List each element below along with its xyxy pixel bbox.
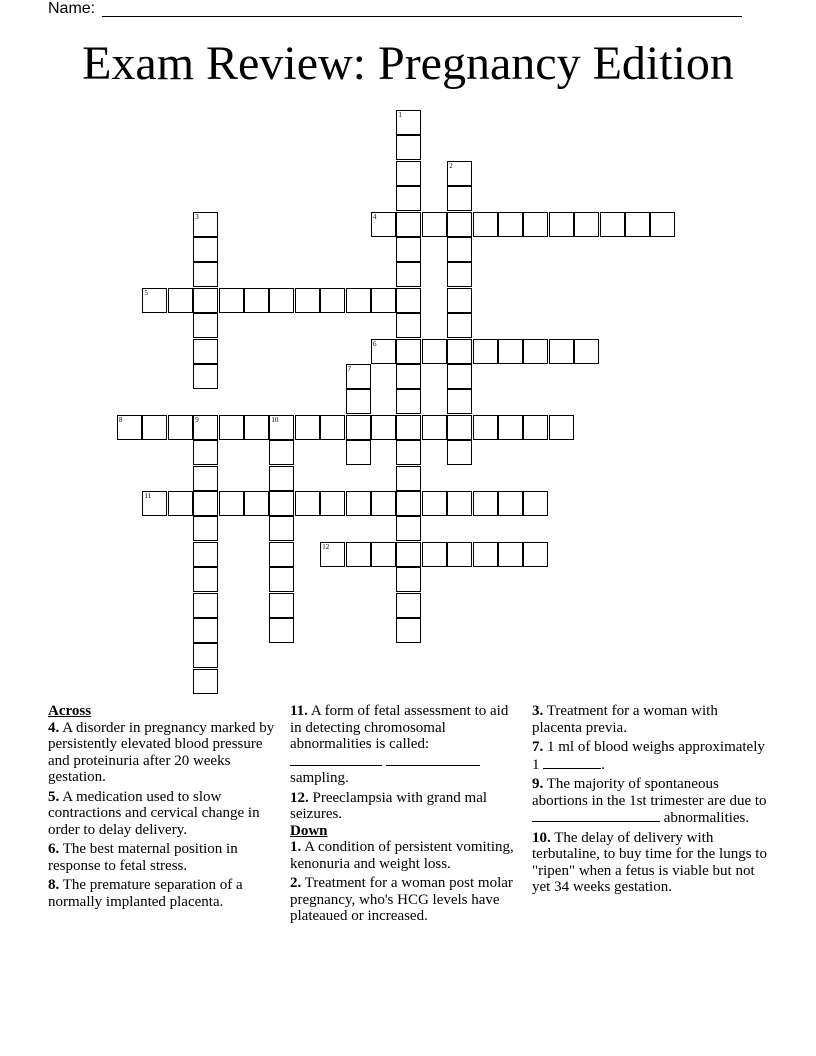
crossword-cell[interactable] xyxy=(269,415,294,440)
clue-text: The premature separation of a normally implanted placenta. xyxy=(48,877,243,910)
crossword-cell[interactable] xyxy=(320,491,345,516)
crossword-cell[interactable] xyxy=(447,186,472,211)
clue-number-label: 8 xyxy=(119,415,123,424)
crossword-cell[interactable] xyxy=(193,669,218,694)
crossword-cell[interactable] xyxy=(473,415,498,440)
crossword-cell[interactable] xyxy=(396,415,421,440)
crossword-cell[interactable] xyxy=(295,288,320,313)
crossword-cell[interactable] xyxy=(269,440,294,465)
clue-number: 3. xyxy=(532,703,544,719)
crossword-cell[interactable] xyxy=(269,618,294,643)
clue-text: Treatment for a woman post molar pregnancy, who's HCG levels have plateaued or increased. xyxy=(290,875,513,924)
crossword-cell[interactable] xyxy=(523,542,548,567)
crossword-cell[interactable] xyxy=(396,491,421,516)
crossword-cell[interactable] xyxy=(193,643,218,668)
clue-across-5 xyxy=(48,789,276,839)
crossword-cell[interactable] xyxy=(447,313,472,338)
crossword-cell[interactable] xyxy=(498,415,523,440)
clue-number: 5. xyxy=(48,788,60,805)
crossword-cell[interactable] xyxy=(396,161,421,186)
crossword-cell[interactable] xyxy=(396,593,421,618)
page-title: Exam Review: Pregnancy Edition xyxy=(82,37,734,90)
crossword-cell[interactable] xyxy=(447,415,472,440)
crossword-cell[interactable] xyxy=(498,212,523,237)
clue-across-4 xyxy=(48,720,276,786)
clue-text: A medication used to slow contractions and cervical change in order to delay delivery. xyxy=(48,788,260,838)
answer-blank[interactable] xyxy=(386,753,480,766)
crossword-cell[interactable] xyxy=(193,313,218,338)
crossword-cell[interactable] xyxy=(142,491,167,516)
clue-number-label: 7 xyxy=(347,365,352,373)
clue-text: A form of fetal assessment to aid in detecting chromosomal abnormalities is called: xyxy=(290,703,509,752)
clue-number: 7. xyxy=(532,739,544,755)
clue-across-12 xyxy=(290,790,518,823)
crossword-cell[interactable] xyxy=(269,567,294,592)
crossword-cell[interactable] xyxy=(193,212,218,237)
crossword-cell[interactable] xyxy=(193,491,218,516)
crossword-cell[interactable] xyxy=(269,466,294,491)
clue-across-6 xyxy=(48,841,276,874)
clue-down-7 xyxy=(532,739,768,773)
crossword-cell[interactable] xyxy=(447,339,472,364)
crossword-cell[interactable] xyxy=(219,491,244,516)
crossword-cell[interactable] xyxy=(422,491,447,516)
clue-number-label: 11 xyxy=(144,492,152,500)
crossword-cell[interactable] xyxy=(447,542,472,567)
crossword-cell[interactable] xyxy=(295,415,320,440)
crossword-cell[interactable] xyxy=(396,288,421,313)
crossword-cell[interactable] xyxy=(269,516,294,541)
crossword-cell[interactable] xyxy=(219,288,244,313)
crossword-cell[interactable] xyxy=(346,389,371,414)
crossword-cell[interactable] xyxy=(523,212,548,237)
crossword-cell[interactable] xyxy=(117,415,142,440)
clue-number: 12. xyxy=(290,789,309,806)
clue-number-label: 2 xyxy=(449,161,453,170)
crossword-cell[interactable] xyxy=(447,237,472,262)
crossword-cell[interactable] xyxy=(447,288,472,313)
crossword-cell[interactable] xyxy=(396,186,421,211)
crossword-cell[interactable] xyxy=(193,516,218,541)
crossword-cell[interactable] xyxy=(244,491,269,516)
crossword-cell[interactable] xyxy=(193,288,218,313)
crossword-cell[interactable] xyxy=(193,237,218,262)
crossword-cell[interactable] xyxy=(396,516,421,541)
crossword-cell[interactable] xyxy=(295,491,320,516)
clue-across-11 xyxy=(290,703,518,787)
crossword-cell[interactable] xyxy=(396,313,421,338)
crossword-cell[interactable] xyxy=(549,339,574,364)
crossword-cell[interactable] xyxy=(193,440,218,465)
crossword-cell[interactable] xyxy=(244,288,269,313)
crossword-cell[interactable] xyxy=(193,466,218,491)
clue-text: The delay of delivery with terbutaline, to buy time for the lungs to "ripen" when a fetus is viable but not yet 34 weeks gestation. xyxy=(532,829,767,895)
crossword-cell[interactable] xyxy=(396,212,421,237)
crossword-cell[interactable] xyxy=(168,415,193,440)
crossword-cell[interactable] xyxy=(650,212,675,237)
crossword-cell[interactable] xyxy=(422,212,447,237)
crossword-cell[interactable] xyxy=(371,542,396,567)
crossword-cell[interactable] xyxy=(549,212,574,237)
crossword-cell[interactable] xyxy=(447,161,472,186)
clue-number: 4. xyxy=(48,719,60,736)
clue-text: Preeclampsia with grand mal seizures. xyxy=(290,789,488,822)
answer-blank[interactable] xyxy=(532,809,660,822)
clue-number-label: 1 xyxy=(398,111,402,119)
crossword-cell[interactable] xyxy=(396,440,421,465)
crossword-cell[interactable] xyxy=(498,339,523,364)
clue-down-10 xyxy=(532,830,768,896)
clue-column-3 xyxy=(532,703,768,899)
crossword-cell[interactable] xyxy=(523,339,548,364)
crossword-cell[interactable] xyxy=(574,339,599,364)
answer-blank[interactable] xyxy=(543,756,601,769)
crossword-cell[interactable] xyxy=(473,491,498,516)
crossword-cell[interactable] xyxy=(625,212,650,237)
crossword-cell[interactable] xyxy=(498,542,523,567)
clue-number: 2. xyxy=(290,875,302,891)
clue-across-8 xyxy=(48,877,276,910)
crossword-cell[interactable] xyxy=(142,288,167,313)
crossword-cell[interactable] xyxy=(473,212,498,237)
clue-text-end: . xyxy=(601,756,605,773)
clue-number: 10. xyxy=(532,829,551,846)
clue-number-label: 12 xyxy=(322,542,330,551)
crossword-cell[interactable] xyxy=(346,491,371,516)
crossword-cell[interactable] xyxy=(193,593,218,618)
clue-text: The majority of spontaneous abortions in the 1st trimester are due to xyxy=(532,776,767,809)
crossword-cell[interactable] xyxy=(600,212,625,237)
crossword-cell[interactable] xyxy=(193,618,218,643)
clue-number: 6. xyxy=(48,841,60,857)
crossword-cell[interactable] xyxy=(269,491,294,516)
clue-column-1 xyxy=(48,703,276,913)
crossword-cell[interactable] xyxy=(447,262,472,287)
clue-down-3 xyxy=(532,703,768,736)
clue-number-label: 6 xyxy=(373,339,377,348)
clue-text: The best maternal position in response to fetal stress. xyxy=(48,841,238,874)
crossword-cell[interactable] xyxy=(396,618,421,643)
crossword-cell[interactable] xyxy=(473,542,498,567)
name-label: Name: xyxy=(48,0,96,17)
crossword-cell[interactable] xyxy=(346,415,371,440)
crossword-cell[interactable] xyxy=(396,389,421,414)
clue-number-label: 3 xyxy=(195,212,199,221)
crossword-cell[interactable] xyxy=(371,288,396,313)
clue-text-end: abnormalities. xyxy=(663,810,750,826)
crossword-cell[interactable] xyxy=(447,491,472,516)
crossword-cell[interactable] xyxy=(193,262,218,287)
crossword-cell[interactable] xyxy=(168,288,193,313)
crossword-cell[interactable] xyxy=(523,491,548,516)
crossword-cell[interactable] xyxy=(346,364,371,389)
clue-text: A condition of persistent vomiting, kenonuria and weight loss. xyxy=(290,839,514,872)
crossword-cell[interactable] xyxy=(549,415,574,440)
crossword-cell[interactable] xyxy=(320,288,345,313)
crossword-cell[interactable] xyxy=(396,339,421,364)
crossword-cell[interactable] xyxy=(346,288,371,313)
crossword-cell[interactable] xyxy=(193,339,218,364)
crossword-cell[interactable] xyxy=(346,542,371,567)
crossword-cell[interactable] xyxy=(396,567,421,592)
crossword-cell[interactable] xyxy=(447,212,472,237)
clue-number: 8. xyxy=(48,877,60,893)
crossword-cell[interactable] xyxy=(193,364,218,389)
crossword-cell[interactable] xyxy=(371,491,396,516)
clue-number-label: 9 xyxy=(195,415,199,424)
clue-text: A disorder in pregnancy marked by persistently elevated blood pressure and proteinuria after 20 weeks gestation. xyxy=(48,719,275,785)
crossword-cell[interactable] xyxy=(193,542,218,567)
crossword-cell[interactable] xyxy=(447,389,472,414)
clue-down-1 xyxy=(290,839,518,872)
clue-number: 9. xyxy=(532,776,544,792)
crossword-cell[interactable] xyxy=(396,542,421,567)
crossword-cell[interactable] xyxy=(346,440,371,465)
clue-column-2 xyxy=(290,703,518,928)
crossword-cell[interactable] xyxy=(193,415,218,440)
crossword-cell[interactable] xyxy=(447,364,472,389)
answer-blank[interactable] xyxy=(290,753,382,766)
clue-number: 11. xyxy=(290,703,308,719)
clue-text-end: sampling. xyxy=(290,770,349,786)
crossword-cell[interactable] xyxy=(244,415,269,440)
crossword-cell[interactable] xyxy=(396,262,421,287)
crossword-cell[interactable] xyxy=(219,415,244,440)
clue-down-9 xyxy=(532,776,768,827)
crossword-cell[interactable] xyxy=(371,212,396,237)
crossword-cell[interactable] xyxy=(168,491,193,516)
crossword-cell[interactable] xyxy=(269,593,294,618)
crossword-cell[interactable] xyxy=(422,542,447,567)
clue-number: 1. xyxy=(290,839,302,855)
clue-text: 1 ml of blood weighs approximately 1 xyxy=(532,739,765,773)
crossword-cell[interactable] xyxy=(371,339,396,364)
crossword-cell[interactable] xyxy=(473,339,498,364)
clue-down-2 xyxy=(290,875,518,925)
crossword-cell[interactable] xyxy=(396,110,421,135)
crossword-cell[interactable] xyxy=(193,567,218,592)
clue-text: Treatment for a woman with placenta previa. xyxy=(532,703,718,736)
clue-number-label: 5 xyxy=(144,288,148,297)
crossword-cell[interactable] xyxy=(371,415,396,440)
clue-number-label: 4 xyxy=(373,212,377,221)
crossword-cell[interactable] xyxy=(422,415,447,440)
crossword-cell[interactable] xyxy=(523,415,548,440)
crossword-cell[interactable] xyxy=(447,440,472,465)
crossword-cell[interactable] xyxy=(396,237,421,262)
clue-number-label: 10 xyxy=(271,415,279,424)
crossword-cell[interactable] xyxy=(269,542,294,567)
crossword-cell[interactable] xyxy=(396,364,421,389)
crossword-cell[interactable] xyxy=(498,491,523,516)
crossword-cell[interactable] xyxy=(320,415,345,440)
crossword-cell[interactable] xyxy=(574,212,599,237)
crossword-cell[interactable] xyxy=(142,415,167,440)
down-heading: Down xyxy=(290,822,328,839)
crossword-cell[interactable] xyxy=(396,466,421,491)
crossword-cell[interactable] xyxy=(422,339,447,364)
crossword-cell[interactable] xyxy=(320,542,345,567)
crossword-cell[interactable] xyxy=(396,135,421,160)
crossword-cell[interactable] xyxy=(269,288,294,313)
across-heading: Across xyxy=(48,703,92,719)
